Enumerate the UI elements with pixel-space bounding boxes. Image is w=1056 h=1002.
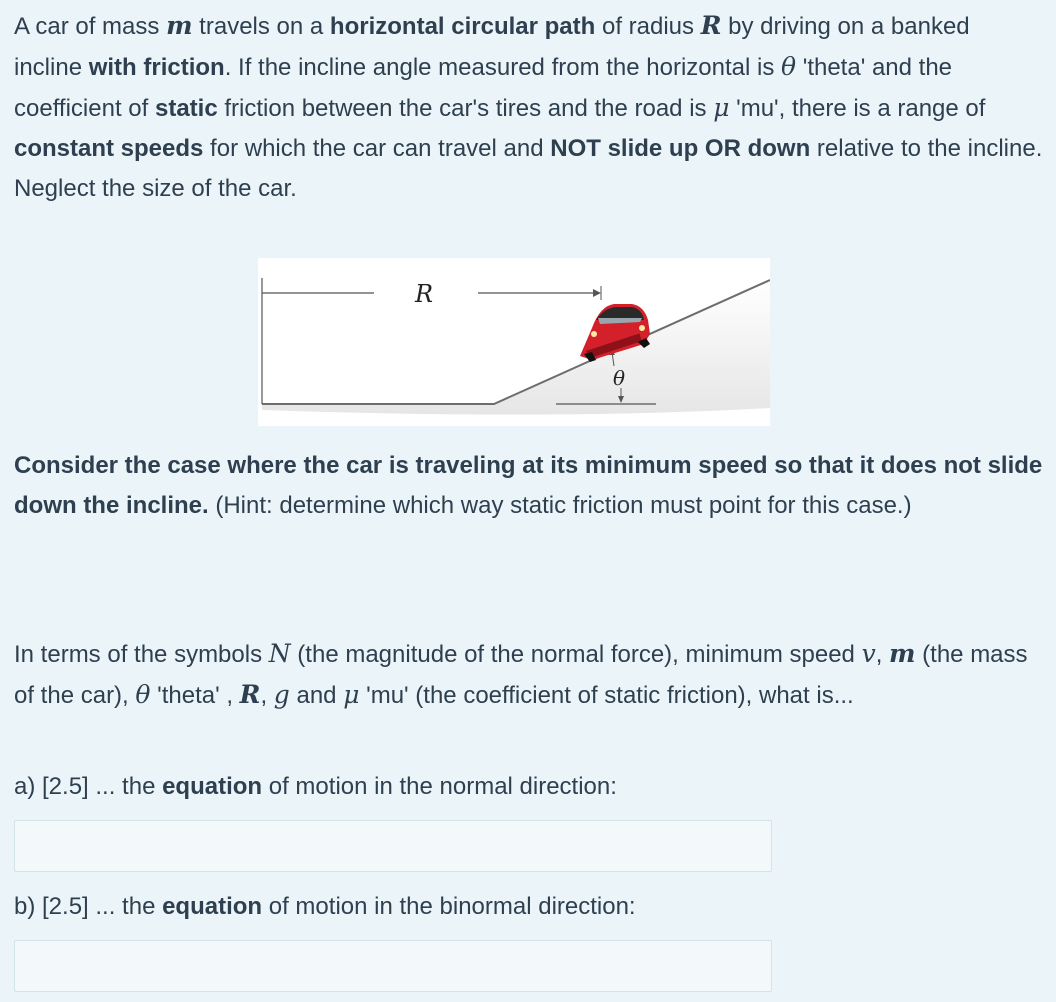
- symbol-m: m: [166, 11, 193, 40]
- banked-curve-figure: [258, 258, 770, 426]
- radius-arrowhead: [593, 289, 601, 297]
- answer-b-input[interactable]: [14, 940, 772, 992]
- banked-curve-diagram: [258, 258, 770, 426]
- symbols-description: In terms of the symbols N (the magnitude of the normal force), minimum speed v, m (the mass of the car), θ 'theta' , R, g and μ 'mu' (the coefficient of static friction), what is...: [14, 639, 1028, 709]
- question-a: a) [2.5] ... the equation of motion in the normal direction:: [14, 773, 617, 800]
- angle-label: θ: [612, 366, 626, 390]
- symbol-g: g: [273, 680, 290, 709]
- symbol-R: R: [700, 11, 722, 40]
- symbol-theta: θ: [781, 52, 797, 81]
- symbol-theta: θ: [135, 680, 151, 709]
- question-b: b) [2.5] ... the equation of motion in the binormal direction:: [14, 893, 636, 920]
- symbol-N: N: [268, 639, 291, 668]
- case-description: Consider the case where the car is traveling at its minimum speed so that it does not slide down the incline. (Hint: determine which way static friction must point for this case.): [14, 452, 1043, 519]
- symbol-mu: μ: [713, 93, 730, 122]
- symbol-R: R: [239, 680, 261, 709]
- symbol-v: v: [861, 639, 876, 668]
- symbol-mu: μ: [343, 680, 360, 709]
- problem-intro: A car of mass m travels on a horizontal circular path of radius R by driving on a banked incline with friction. If the incline angle measured from the horizontal is θ 'theta' and the coefficient of static friction between the car's tires and the road is μ 'mu', there is a range of constant speeds for which the car can travel and NOT slide up OR down relative to the incline. Neglect the size of the car.: [14, 11, 1043, 202]
- radius-label: R: [414, 280, 434, 308]
- answer-a-input[interactable]: [14, 820, 772, 872]
- symbol-m: m: [889, 639, 916, 668]
